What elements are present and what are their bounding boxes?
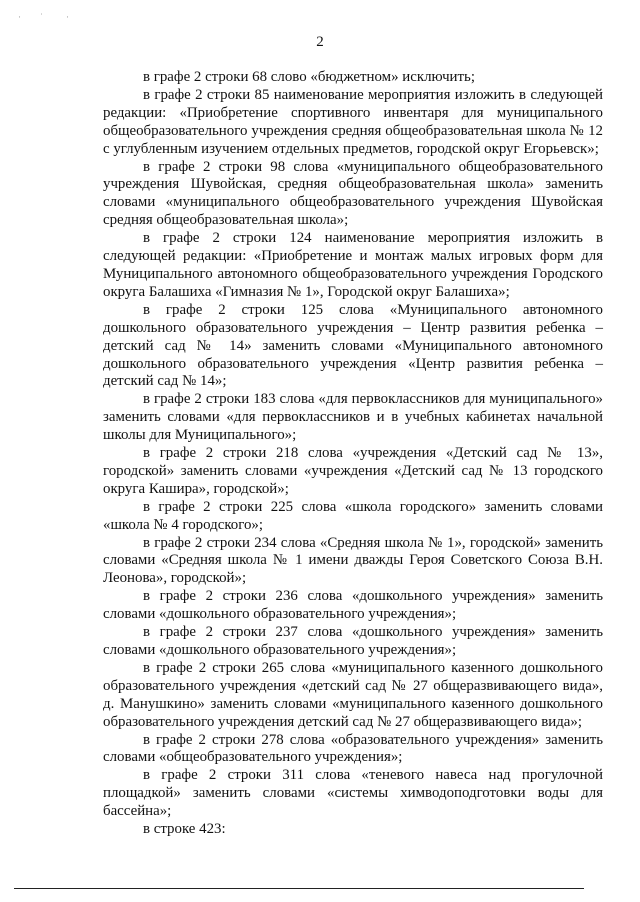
paragraph: в графе 2 строки 311 слова «теневого навеса над прогулочной площадкой» заменить словами «системы химводоподготовки воды для бассейна»; — [103, 767, 603, 820]
document-body — [103, 69, 603, 839]
scan-speck: · — [66, 12, 69, 22]
paragraph: в графе 2 строки 183 слова «для первоклассников для муниципального» заменить словами «для первоклассников и в учебных кабинетах начальной школы для Муниципального»; — [103, 391, 603, 444]
paragraph: в графе 2 строки 278 слова «образовательного учреждения» заменить словами «общеобразовательного учреждения»; — [103, 731, 603, 766]
paragraph: в графе 2 строки 98 слова «муниципального общеобразовательного учреждения Шувойская, средняя общеобразовательная школа» заменить словами «муниципального общеобразовательного учреждения Шувойская средняя общеобразовательная школа»; — [103, 158, 603, 229]
paragraph: в графе 2 строки 234 слова «Средняя школа № 1», городской» заменить словами «Средняя школа № 1 имени дважды Героя Советского Союза В.Н. Леонова», городской»; — [103, 534, 603, 587]
paragraph: в графе 2 строки 218 слова «учреждения «Детский сад № 13», городской» заменить словами «учреждения «Детский сад № 13 городского округа Кашира», городской»; — [103, 445, 603, 497]
paragraph: в графе 2 строки 125 слова «Муниципального автономного дошкольного образовательного учреждения – Центр развития ребенка – детский сад № 14» заменить словами «Муниципального автономного дошкольного образовательного учреждения «Центр развития ребенка – детский сад № 14»; — [103, 301, 603, 390]
paragraph: в графе 2 строки 225 слова «школа городского» заменить словами «школа № 4 городского»; — [103, 498, 603, 533]
paragraph: в графе 2 строки 68 слово «бюджетном» исключить; — [143, 69, 475, 85]
page-number: 2 — [316, 34, 324, 50]
paragraph: в строке 423: — [143, 821, 226, 838]
scan-speck: · — [18, 12, 21, 22]
scan-speck: ˙ — [40, 12, 43, 22]
paragraph: в графе 2 строки 124 наименование мероприятия изложить в следующей редакции: «Приобретение и монтаж малых игровых форм для Муниципального автономного общеобразовательного учреждения Городского округа Балашиха «Гимназия № 1», Городской округ Балашиха»; — [103, 230, 603, 300]
paragraph: в графе 2 строки 236 слова «дошкольного учреждения» заменить словами «дошкольного образовательного учреждения»; — [103, 588, 603, 623]
paragraph: в графе 2 строки 265 слова «муниципального казенного дошкольного образовательного учреждения «детский сад № 27 общеразвивающего вида», д. Манушкино» заменить словами «муниципального казенного дошкольного образовательного учреждения детский сад № 27 общеразвивающего вида»; — [103, 659, 603, 730]
paragraph: в графе 2 строки 85 наименование мероприятия изложить в следующей редакции: «Приобретение спортивного инвентаря для муниципального общеобразовательного учреждения средняя общеобразовательная школа № 12 с углубленным изучением отдельных предметов, городской округ Егорьевск»; — [103, 86, 603, 157]
bottom-scan-line — [14, 888, 584, 889]
paragraph: в графе 2 строки 237 слова «дошкольного учреждения» заменить словами «дошкольного образовательного учреждения»; — [103, 624, 603, 658]
